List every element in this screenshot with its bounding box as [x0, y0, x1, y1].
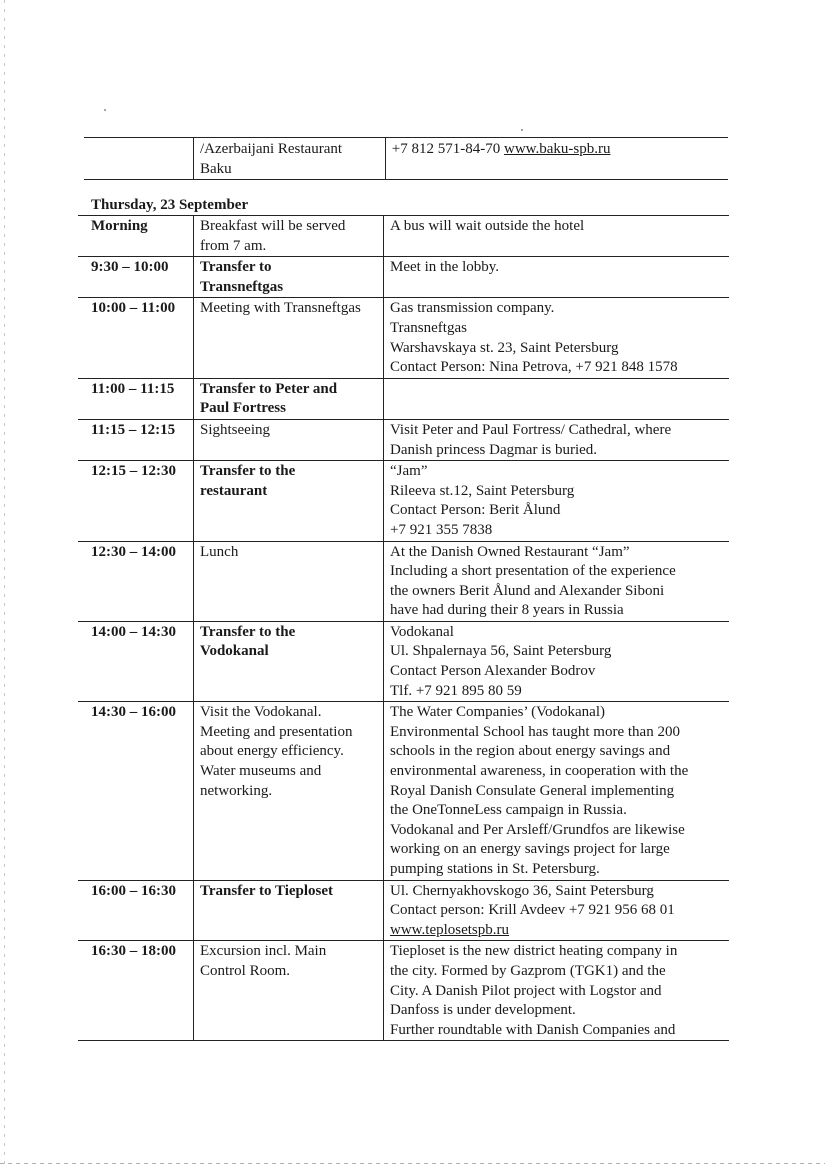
details-line: Vodokanal [390, 623, 454, 640]
details-cell [384, 941, 730, 1041]
details-line: Environmental School has taught more than 200 [390, 723, 680, 740]
details-line: Ul. Shpalernaya 56, Saint Petersburg [390, 643, 612, 660]
time-cell: 11:15 – 12:15 [78, 419, 194, 460]
details-line: environmental awareness, in cooperation with the [390, 763, 689, 780]
website-link[interactable]: www.teplosetspb.ru [390, 921, 510, 938]
activity-line: restaurant [200, 482, 268, 499]
details-line: +7 921 355 7838 [390, 521, 493, 538]
activity-line: Excursion incl. Main [200, 943, 327, 960]
details-line: the city. Formed by Gazprom (TGK1) and the [390, 962, 666, 979]
details-line: Danfoss is under development. [390, 1002, 576, 1019]
details-line: Contact Person: Berit Ålund [390, 502, 561, 519]
details-line: City. A Danish Pilot project with Logstor and [390, 982, 662, 999]
details-line: The Water Companies’ (Vodokanal) [390, 704, 605, 721]
details-cell [384, 541, 730, 621]
activity-cell [194, 461, 384, 541]
details-line: have had during their 8 years in Russia [390, 602, 624, 619]
details-line: schools in the region about energy savings and [390, 743, 671, 760]
activity-line: Sightseeing [200, 421, 270, 438]
time-cell: Morning [78, 216, 194, 257]
activity-line: Transfer to [200, 259, 272, 276]
day-title: Thursday, 23 September [91, 197, 249, 213]
details-line: Warshavskaya st. 23, Saint Petersburg [390, 339, 619, 356]
scan-edge-bottom [0, 1163, 825, 1164]
details-line: At the Danish Owned Restaurant “Jam” [390, 543, 630, 560]
activity-line: Transfer to Tieploset [200, 882, 334, 899]
activity-line: Transfer to the [200, 623, 296, 640]
details-cell [384, 621, 730, 701]
activity-line: Lunch [200, 543, 239, 560]
details-line: Transneftgas [390, 319, 467, 336]
table-row [78, 216, 729, 257]
time-cell: 14:00 – 14:30 [78, 621, 194, 701]
activity-line: Transfer to the [200, 463, 296, 480]
contact-cell [385, 138, 728, 180]
scan-edge-left [4, 0, 5, 1168]
details-line: A bus will wait outside the hotel [390, 218, 585, 234]
activity-line: networking. [200, 782, 273, 799]
activity-cell [194, 621, 384, 701]
details-line: Vodokanal and Per Arsleff/Grundfos are likewise [390, 821, 685, 838]
details-cell [384, 419, 730, 460]
venue-line: Baku [200, 160, 232, 177]
details-line: Further roundtable with Danish Companies and [390, 1021, 676, 1038]
venue-cell [194, 138, 386, 180]
activity-line: Breakfast will be served [200, 218, 346, 234]
table-row [78, 461, 729, 541]
activity-cell [194, 257, 384, 298]
scan-speck [521, 129, 523, 131]
details-cell [384, 257, 730, 298]
details-line: Contact Person Alexander Bodrov [390, 663, 596, 680]
details-line: the OneTonneLess campaign in Russia. [390, 802, 627, 819]
schedule-table [78, 215, 729, 1041]
activity-cell [194, 941, 384, 1041]
details-cell [384, 378, 730, 419]
details-line: Meet in the lobby. [390, 259, 500, 276]
details-line: working on an energy savings project for large [390, 841, 670, 858]
details-line: “Jam” [390, 463, 428, 480]
details-cell [384, 702, 730, 880]
activity-cell [194, 541, 384, 621]
activity-line: Water museums and [200, 763, 322, 780]
table-row [78, 541, 729, 621]
time-cell: 14:30 – 16:00 [78, 702, 194, 880]
restaurant-website-link[interactable]: www.baku-spb.ru [504, 141, 611, 157]
activity-line: Transfer to Peter and [200, 380, 338, 397]
details-line: Contact person: Krill Avdeev +7 921 956 68 01 [390, 902, 675, 919]
activity-line: Meeting with Transneftgas [200, 300, 361, 317]
schedule-body [78, 216, 729, 1041]
details-line: Gas transmission company. [390, 300, 555, 317]
time-cell: 11:00 – 11:15 [78, 378, 194, 419]
details-line: Visit Peter and Paul Fortress/ Cathedral, where [390, 421, 672, 438]
activity-cell [194, 880, 384, 941]
details-cell [384, 880, 730, 941]
details-line: Danish princess Dagmar is buried. [390, 441, 598, 458]
activity-line: Vodokanal [200, 643, 269, 660]
activity-line: Paul Fortress [200, 400, 286, 417]
activity-line: about energy efficiency. [200, 743, 344, 760]
details-line: pumping stations in St. Petersburg. [390, 861, 600, 877]
table-row [78, 419, 729, 460]
restaurant-phone: +7 812 571-84-70 [391, 141, 501, 157]
activity-line: Meeting and presentation [200, 723, 353, 740]
details-cell [384, 461, 730, 541]
details-cell [384, 298, 730, 378]
details-line: Ul. Chernyakhovskogo 36, Saint Petersburg [390, 882, 654, 899]
table-row [78, 702, 729, 880]
details-line: Tlf. +7 921 895 80 59 [390, 682, 522, 699]
time-cell: 9:30 – 10:00 [78, 257, 194, 298]
details-cell [384, 216, 730, 257]
table-row [78, 941, 729, 1041]
time-cell: 12:30 – 14:00 [78, 541, 194, 621]
scan-speck [104, 109, 106, 111]
time-cell: 10:00 – 11:00 [78, 298, 194, 378]
time-cell: 16:30 – 18:00 [78, 941, 194, 1041]
activity-cell [194, 702, 384, 880]
activity-cell [194, 378, 384, 419]
details-line: the owners Berit Ålund and Alexander Siboni [390, 582, 665, 599]
activity-line: Transneftgas [200, 278, 284, 295]
table-row [78, 621, 729, 701]
table-row [78, 378, 729, 419]
table-row [84, 138, 728, 180]
table-row [78, 257, 729, 298]
details-line: Contact Person: Nina Petrova, +7 921 848 1578 [390, 359, 678, 376]
table-row [78, 880, 729, 941]
details-line: Rileeva st.12, Saint Petersburg [390, 482, 575, 499]
details-line: Royal Danish Consulate General implementing [390, 782, 675, 799]
empty-time-cell [84, 138, 194, 180]
activity-line: Control Room. [200, 962, 291, 979]
activity-line: from 7 am. [200, 237, 267, 254]
time-cell: 12:15 – 12:30 [78, 461, 194, 541]
time-cell: 16:00 – 16:30 [78, 880, 194, 941]
details-line: Tieploset is the new district heating company in [390, 943, 678, 960]
activity-cell [194, 216, 384, 257]
activity-cell [194, 419, 384, 460]
table-row [78, 298, 729, 378]
venue-line: /Azerbaijani Restaurant [200, 141, 343, 157]
activity-cell [194, 298, 384, 378]
details-line: Including a short presentation of the experience [390, 563, 676, 580]
activity-line: Visit the Vodokanal. [200, 704, 322, 721]
previous-day-table [84, 137, 728, 180]
